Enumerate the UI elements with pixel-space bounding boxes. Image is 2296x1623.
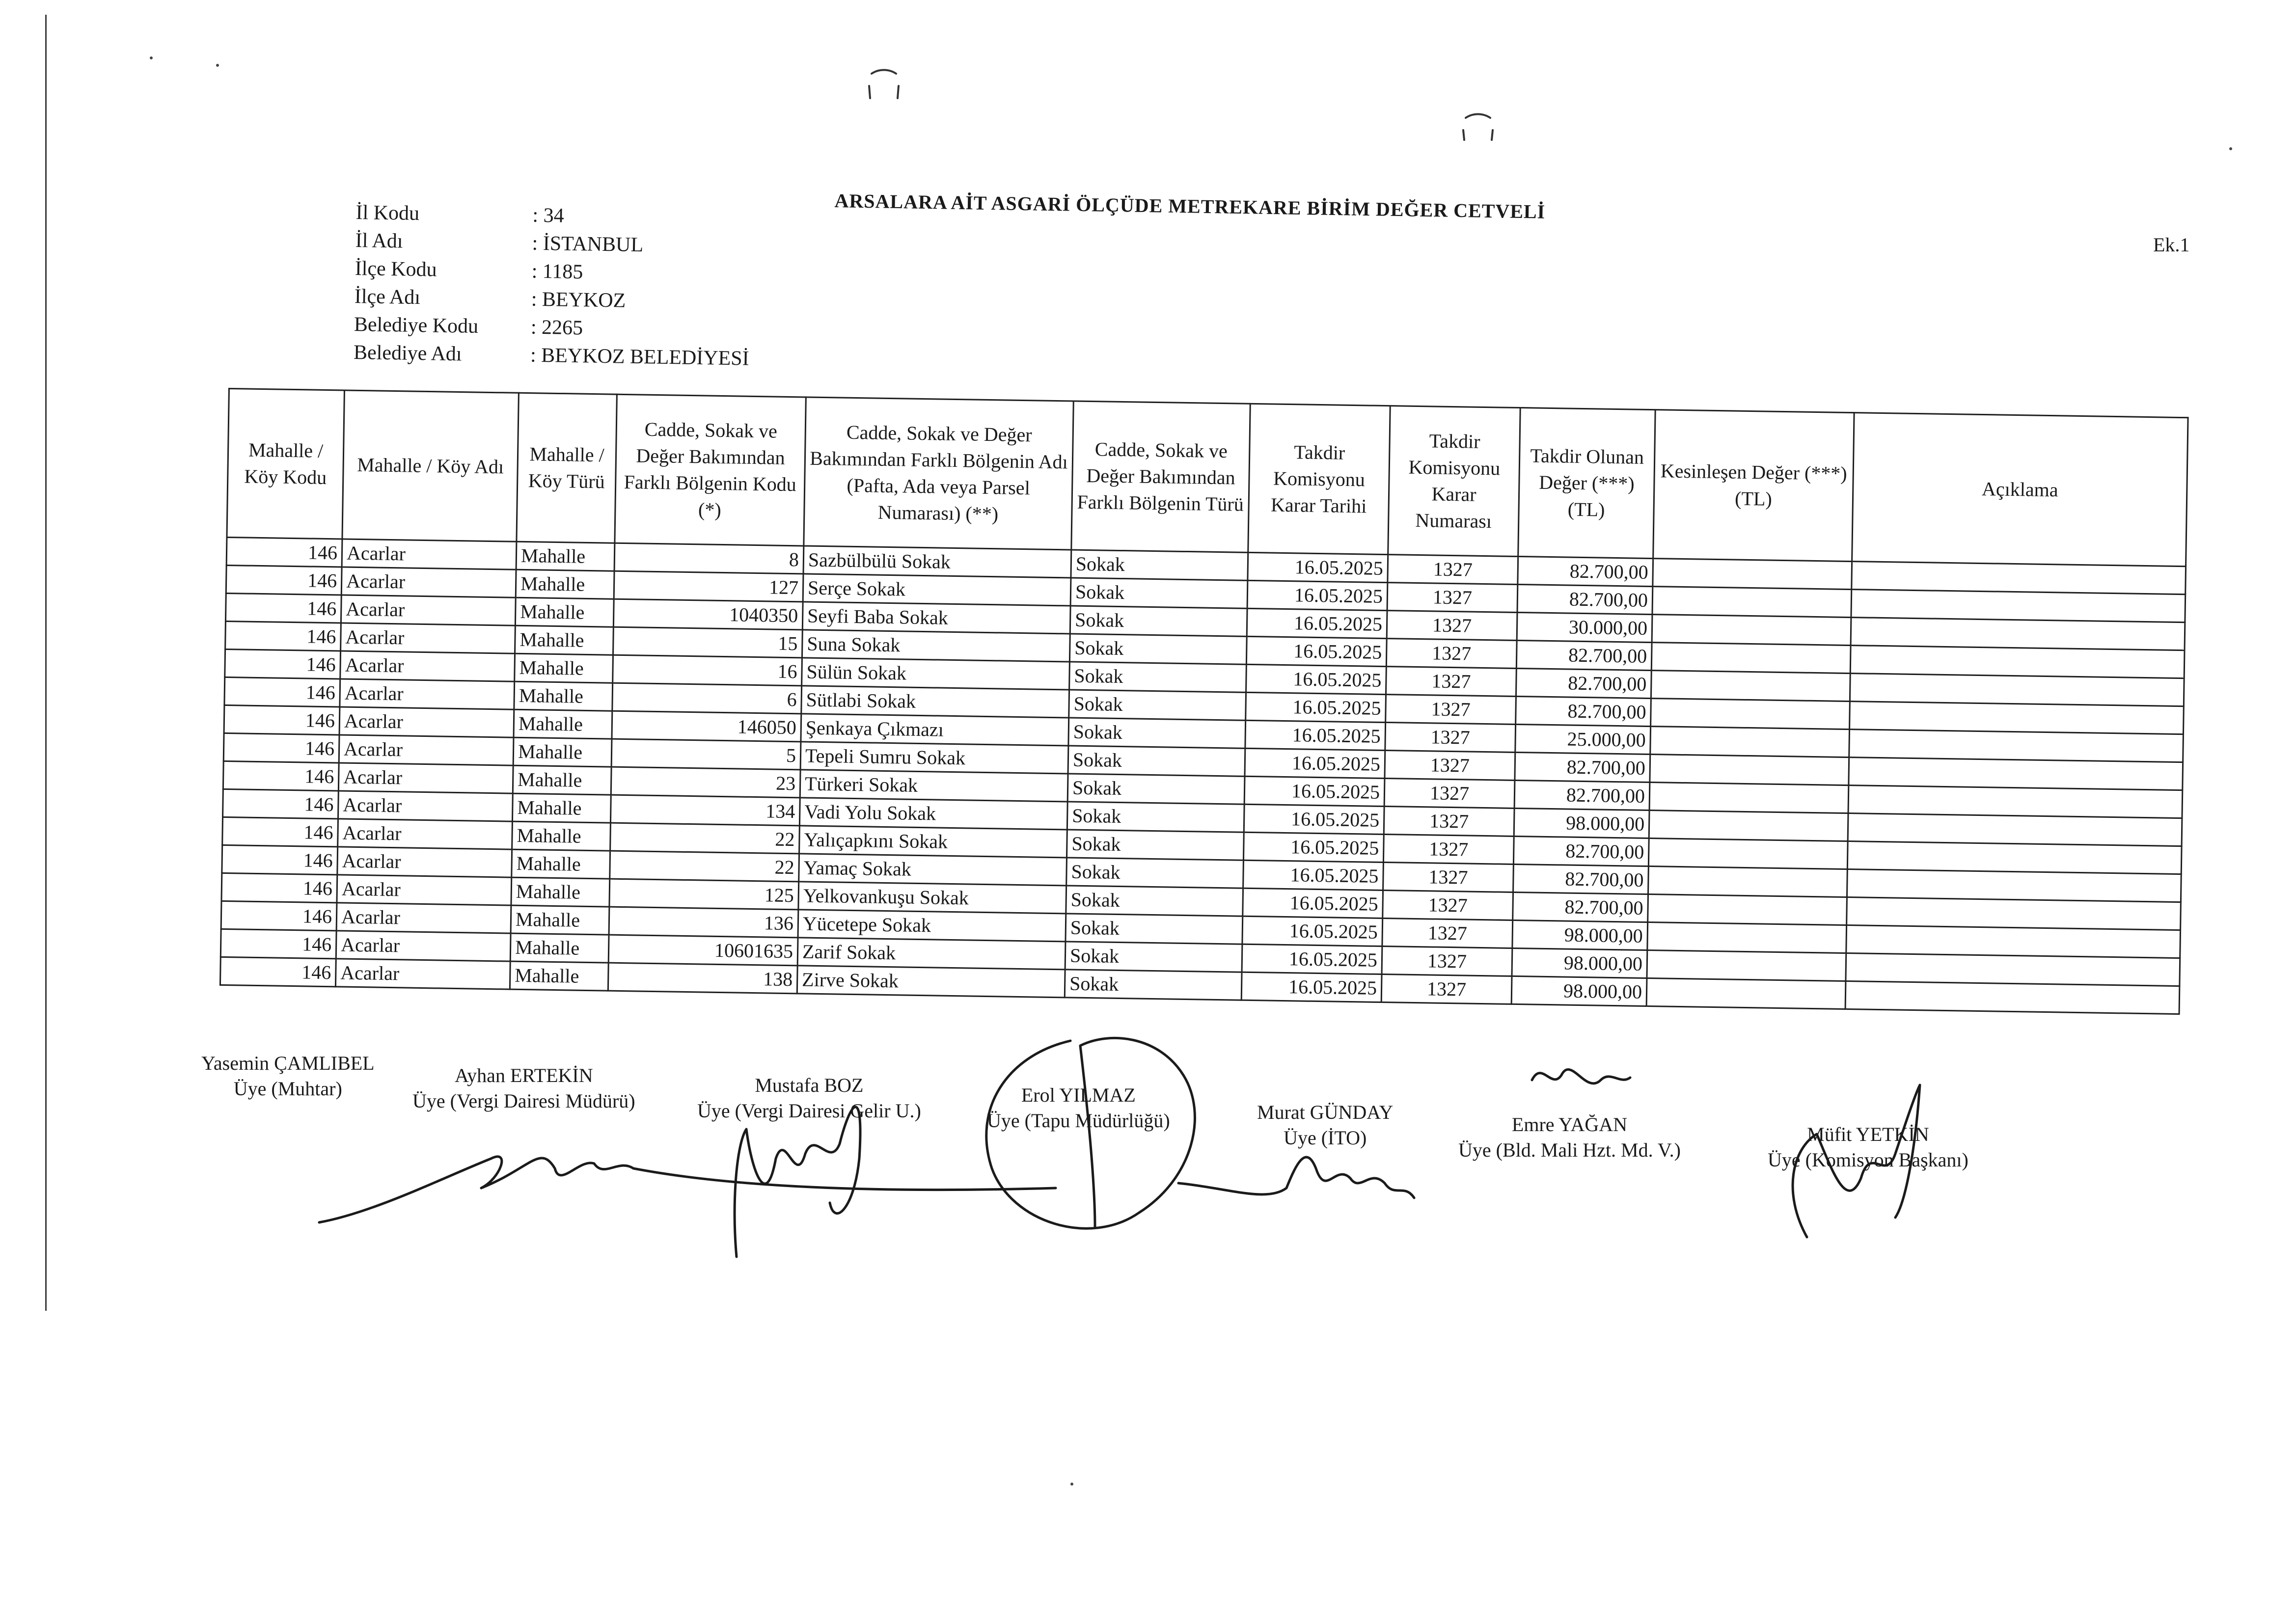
cell-aciklama [1847,869,2181,902]
meta-value: : İSTANBUL [532,232,644,257]
signatory-name: Mustafa BOZ [755,1074,864,1096]
cell-aciklama [1851,618,2185,650]
cell-aciklama [1849,757,2183,790]
cell-bolge-kodu: 134 [610,795,800,826]
cell-bolge-turu: Sokak [1065,970,1242,1000]
cell-bolge-adi: Sazbülbülü Sokak [803,546,1071,578]
cell-kesinlesen-deger [1648,866,1848,897]
header-cell: Takdir Komisyonu Karar Tarihi [1248,404,1390,554]
header-cell: Takdir Olunan Değer (***) (TL) [1518,408,1655,559]
cell-bolge-kodu: 22 [610,823,800,854]
cell-bolge-turu: Sokak [1069,690,1246,720]
cell-mahalle-kodu: 146 [226,537,342,567]
header-cell: Mahalle / Köy Türü [517,393,617,543]
cell-bolge-turu: Sokak [1070,606,1247,636]
cell-mahalle-kodu: 146 [223,733,339,762]
cell-mahalle-turu: Mahalle [511,905,609,935]
cell-bolge-turu: Sokak [1069,634,1247,664]
scan-speck [150,56,153,59]
value-table [219,388,2189,1015]
meta-value: : 1185 [531,260,583,284]
cell-bolge-adi: Türkeri Sokak [800,770,1068,802]
cell-kesinlesen-deger [1647,950,1846,981]
cell-bolge-turu: Sokak [1066,858,1244,888]
cell-takdir-degeri: 98.000,00 [1514,808,1649,838]
cell-karar-numarasi: 1327 [1386,695,1516,725]
header-cell: Cadde, Sokak ve Değer Bakımından Farklı Bölgenin Türü [1071,401,1250,552]
signatory-role: Üye (Vergi Dairesi Gelir U.) [697,1100,921,1122]
cell-kesinlesen-deger [1651,643,1851,674]
scan-speck [1070,1483,1073,1486]
cell-mahalle-turu: Mahalle [516,569,614,599]
cell-mahalle-adi: Acarlar [335,959,510,989]
cell-karar-numarasi: 1327 [1385,723,1516,753]
cell-karar-numarasi: 1327 [1381,974,1512,1004]
signatory-name: Müfit YETKİN [1807,1123,1929,1145]
cell-mahalle-turu: Mahalle [512,793,611,823]
cell-mahalle-kodu: 146 [224,677,340,706]
signatory-ito [1257,1100,1393,1151]
cell-mahalle-kodu: 146 [222,817,338,846]
cell-bolge-kodu: 8 [614,543,804,574]
cell-mahalle-adi: Acarlar [339,707,514,737]
cell-takdir-degeri: 82.700,00 [1516,668,1651,698]
cell-karar-numarasi: 1327 [1383,835,1514,865]
cell-takdir-degeri: 98.000,00 [1511,976,1647,1006]
cell-kesinlesen-deger [1646,978,1846,1009]
cell-mahalle-kodu: 146 [226,565,342,595]
signatory-role: Üye (İTO) [1284,1127,1367,1149]
meta-row [354,311,583,340]
cell-karar-numarasi: 1327 [1383,890,1513,920]
cell-bolge-kodu: 138 [608,963,797,994]
cell-aciklama [1848,813,2182,846]
signatory-komisyon-baskani [1768,1122,1968,1173]
annex-label: Ek.1 [2153,234,2190,256]
cell-karar-tarihi: 16.05.2025 [1246,692,1386,722]
scan-margin-line [45,15,47,1311]
signatory-name: Ayhan ERTEKİN [454,1064,593,1086]
signatory-role: Üye (Tapu Müdürlüğü) [987,1109,1170,1132]
cell-mahalle-adi: Acarlar [341,595,516,625]
cell-bolge-kodu: 136 [609,907,798,938]
cell-bolge-kodu: 1040350 [613,599,803,630]
cell-karar-tarihi: 16.05.2025 [1247,580,1388,610]
cell-bolge-kodu: 5 [611,739,801,770]
cell-karar-tarihi: 16.05.2025 [1245,748,1385,778]
cell-mahalle-turu: Mahalle [513,737,612,767]
cell-mahalle-kodu: 146 [221,901,337,930]
cell-bolge-adi: Yelkovankuşu Sokak [798,882,1066,914]
cell-mahalle-kodu: 146 [225,593,341,622]
cell-bolge-turu: Sokak [1066,914,1243,944]
cell-karar-numarasi: 1327 [1388,555,1518,585]
cell-bolge-turu: Sokak [1069,662,1247,692]
signatory-mali-hizmet [1458,1112,1681,1163]
cell-bolge-kodu: 10601635 [608,935,798,966]
cell-takdir-degeri: 30.000,00 [1517,612,1652,642]
cell-aciklama [1848,785,2183,818]
cell-kesinlesen-deger [1652,615,1851,646]
cell-takdir-degeri: 82.700,00 [1516,696,1651,726]
cell-mahalle-turu: Mahalle [512,849,610,879]
cell-karar-tarihi: 16.05.2025 [1243,832,1384,862]
table-body [220,537,2186,1014]
cell-kesinlesen-deger [1650,727,1850,757]
cell-bolge-kodu: 127 [614,571,803,602]
cell-mahalle-adi: Acarlar [340,679,515,709]
cell-kesinlesen-deger [1648,894,1847,925]
cell-mahalle-kodu: 146 [224,705,340,734]
cell-aciklama [1847,841,2182,874]
cell-takdir-degeri: 82.700,00 [1518,557,1653,587]
cell-mahalle-turu: Mahalle [511,877,610,907]
signature-stroke [319,1157,633,1222]
meta-label: İl Kodu [355,201,420,225]
cell-karar-tarihi: 16.05.2025 [1242,916,1383,946]
cell-takdir-degeri: 25.000,00 [1515,724,1651,754]
cell-bolge-adi: Sülün Sokak [802,658,1070,690]
cell-karar-tarihi: 16.05.2025 [1246,664,1387,694]
cell-karar-numarasi: 1327 [1386,667,1516,697]
cell-mahalle-turu: Mahalle [516,541,615,571]
cell-aciklama [1850,674,2184,706]
signatory-role: Üye (Vergi Dairesi Müdürü) [412,1090,635,1112]
signatory-role: Üye (Muhtar) [233,1078,342,1100]
cell-kesinlesen-deger [1653,559,1852,590]
cell-bolge-turu: Sokak [1070,578,1248,608]
cell-bolge-turu: Sokak [1068,746,1245,776]
header-cell: Takdir Komisyonu Karar Numarası [1388,406,1520,557]
meta-value: : 34 [532,204,565,227]
cell-mahalle-kodu: 146 [223,761,339,790]
cell-takdir-degeri: 82.700,00 [1515,752,1650,782]
cell-bolge-adi: Zarif Sokak [797,938,1066,970]
cell-takdir-degeri: 82.700,00 [1513,892,1648,922]
cell-karar-numarasi: 1327 [1386,639,1517,669]
signatory-vergi-mudur [412,1063,635,1114]
signatory-name: Emre YAĞAN [1511,1113,1628,1136]
cell-karar-tarihi: 16.05.2025 [1246,636,1387,666]
value-table-wrapper [219,388,2189,1015]
meta-label: Belediye Kodu [354,313,479,338]
cell-karar-numarasi: 1327 [1387,611,1517,641]
meta-label: İl Adı [355,229,403,253]
cell-bolge-adi: Seyfi Baba Sokak [802,602,1070,634]
cell-kesinlesen-deger [1649,783,1849,813]
cell-takdir-degeri: 82.700,00 [1516,640,1652,670]
cell-mahalle-adi: Acarlar [336,903,511,933]
cell-mahalle-turu: Mahalle [515,625,614,655]
cell-karar-numarasi: 1327 [1382,918,1513,948]
cell-bolge-adi: Suna Sokak [802,630,1070,662]
cell-mahalle-turu: Mahalle [512,821,611,851]
scan-mark [1463,114,1493,140]
cell-bolge-turu: Sokak [1065,942,1242,972]
signatory-name: Yasemin ÇAMLIBEL [201,1052,375,1074]
cell-bolge-kodu: 125 [609,879,799,910]
cell-mahalle-adi: Acarlar [342,539,517,569]
cell-bolge-kodu: 146050 [612,711,801,742]
signatory-role: Üye (Bld. Mali Hzt. Md. V.) [1458,1139,1681,1161]
cell-mahalle-kodu: 146 [225,649,341,678]
cell-bolge-adi: Serçe Sokak [803,574,1071,606]
cell-mahalle-adi: Acarlar [338,791,513,821]
cell-karar-numarasi: 1327 [1382,946,1512,976]
header-cell: Kesinleşen Değer (***) (TL) [1653,410,1854,562]
scan-speck [2229,147,2232,150]
meta-label: İlçe Kodu [355,257,437,281]
cell-karar-tarihi: 16.05.2025 [1242,944,1382,974]
cell-bolge-adi: Tepeli Sumru Sokak [800,742,1068,774]
cell-aciklama [1849,730,2184,762]
cell-bolge-adi: Şenkaya Çıkmazı [801,714,1069,746]
cell-karar-tarihi: 16.05.2025 [1243,888,1383,918]
cell-mahalle-turu: Mahalle [510,933,609,963]
cell-bolge-kodu: 16 [613,655,802,686]
meta-value: : BEYKOZ BELEDİYESİ [530,344,749,370]
cell-mahalle-turu: Mahalle [514,681,613,711]
cell-mahalle-turu: Mahalle [510,961,608,991]
cell-aciklama [1852,562,2186,595]
cell-mahalle-adi: Acarlar [337,875,512,905]
cell-bolge-turu: Sokak [1068,718,1246,748]
cell-bolge-turu: Sokak [1067,802,1244,832]
cell-mahalle-kodu: 146 [220,957,336,986]
cell-mahalle-kodu: 146 [225,621,341,650]
cell-bolge-kodu: 15 [613,627,803,658]
cell-aciklama [1850,646,2185,678]
cell-aciklama [1851,590,2186,622]
cell-aciklama [1850,702,2184,734]
meta-value: : BEYKOZ [531,288,626,312]
cell-takdir-degeri: 82.700,00 [1517,584,1653,614]
cell-bolge-adi: Zirve Sokak [797,966,1065,998]
cell-kesinlesen-deger [1648,839,1848,869]
cell-mahalle-adi: Acarlar [341,567,516,597]
cell-aciklama [1846,925,2181,958]
signatory-gelir [697,1073,921,1124]
signature-stroke [1178,1157,1414,1198]
header-cell: Cadde, Sokak ve Değer Bakımından Farklı Bölgenin Kodu (*) [615,394,806,546]
meta-label: Belediye Adı [353,341,462,366]
cell-bolge-kodu: 6 [612,683,802,714]
header-cell: Mahalle / Köy Adı [342,390,519,541]
header-cell: Cadde, Sokak ve Değer Bakımından Farklı Bölgenin Adı (Pafta, Ada veya Parsel Numarası) (**) [804,397,1073,550]
cell-bolge-turu: Sokak [1066,886,1243,916]
cell-karar-numarasi: 1327 [1384,807,1514,837]
cell-mahalle-kodu: 146 [223,789,339,818]
signatory-role: Üye (Komisyon Başkanı) [1768,1149,1968,1171]
signature-stroke [1532,1070,1630,1083]
signature-stroke [633,1168,1056,1190]
cell-mahalle-adi: Acarlar [338,763,513,793]
cell-bolge-turu: Sokak [1067,774,1245,804]
cell-takdir-degeri: 98.000,00 [1512,948,1647,978]
cell-karar-numarasi: 1327 [1385,751,1515,781]
cell-karar-tarihi: 16.05.2025 [1247,608,1387,638]
cell-takdir-degeri: 82.700,00 [1514,780,1650,810]
cell-mahalle-kodu: 146 [221,873,337,902]
signatory-name: Murat GÜNDAY [1257,1101,1394,1123]
signatory-tapu [987,1082,1170,1134]
meta-value: : 2265 [530,316,583,340]
cell-karar-tarihi: 16.05.2025 [1248,552,1388,582]
cell-kesinlesen-deger [1651,671,1850,702]
signatory-muhtar [201,1051,375,1102]
cell-bolge-turu: Sokak [1066,830,1244,860]
cell-mahalle-adi: Acarlar [339,735,514,765]
meta-row [355,199,565,227]
signature-stroke [735,1107,860,1257]
cell-karar-numarasi: 1327 [1387,583,1518,613]
cell-bolge-adi: Yalıçapkını Sokak [799,826,1067,858]
cell-mahalle-adi: Acarlar [336,931,511,961]
cell-karar-tarihi: 16.05.2025 [1241,972,1382,1002]
cell-karar-numarasi: 1327 [1384,779,1515,809]
meta-block [353,199,749,370]
cell-kesinlesen-deger [1649,811,1848,841]
document-title: ARSALARA AİT ASGARİ ÖLÇÜDE METREKARE BİRİM DEĞER CETVELİ [834,189,1546,223]
cell-karar-numarasi: 1327 [1383,863,1514,893]
cell-mahalle-adi: Acarlar [341,623,516,653]
cell-mahalle-kodu: 146 [220,929,336,958]
cell-bolge-adi: Yamaç Sokak [799,854,1067,886]
cell-karar-tarihi: 16.05.2025 [1245,720,1386,750]
scan-speck [216,64,219,67]
header-cell: Mahalle / Köy Kodu [227,389,344,539]
signatory-name: Erol YILMAZ [1021,1084,1136,1106]
cell-karar-tarihi: 16.05.2025 [1243,860,1384,890]
cell-takdir-degeri: 82.700,00 [1513,864,1649,894]
cell-bolge-kodu: 23 [611,767,800,798]
cell-kesinlesen-deger [1647,922,1847,953]
cell-aciklama [1846,953,2180,986]
cell-mahalle-turu: Mahalle [513,765,611,795]
cell-bolge-turu: Sokak [1071,550,1248,580]
table-header-row [227,389,2188,567]
cell-mahalle-adi: Acarlar [337,847,512,877]
cell-kesinlesen-deger [1652,587,1852,618]
cell-karar-tarihi: 16.05.2025 [1244,776,1385,806]
cell-mahalle-turu: Mahalle [514,709,612,739]
cell-mahalle-kodu: 146 [222,845,338,874]
cell-aciklama [1847,897,2181,930]
header-cell: Açıklama [1852,413,2188,567]
cell-kesinlesen-deger [1651,699,1850,730]
cell-mahalle-adi: Acarlar [338,819,513,849]
cell-karar-tarihi: 16.05.2025 [1244,804,1384,834]
scan-mark [869,70,899,99]
cell-takdir-degeri: 82.700,00 [1513,836,1649,866]
cell-bolge-adi: Vadi Yolu Sokak [799,798,1067,830]
cell-aciklama [1845,981,2180,1014]
cell-kesinlesen-deger [1650,755,1849,785]
cell-bolge-kodu: 22 [610,851,799,882]
cell-mahalle-turu: Mahalle [515,597,614,627]
cell-takdir-degeri: 98.000,00 [1512,920,1648,950]
meta-row [354,283,626,312]
cell-bolge-adi: Sütlabi Sokak [801,686,1069,718]
cell-bolge-adi: Yücetepe Sokak [798,910,1066,942]
cell-mahalle-turu: Mahalle [515,653,613,683]
cell-mahalle-adi: Acarlar [340,651,515,681]
meta-label: İlçe Adı [354,285,421,309]
